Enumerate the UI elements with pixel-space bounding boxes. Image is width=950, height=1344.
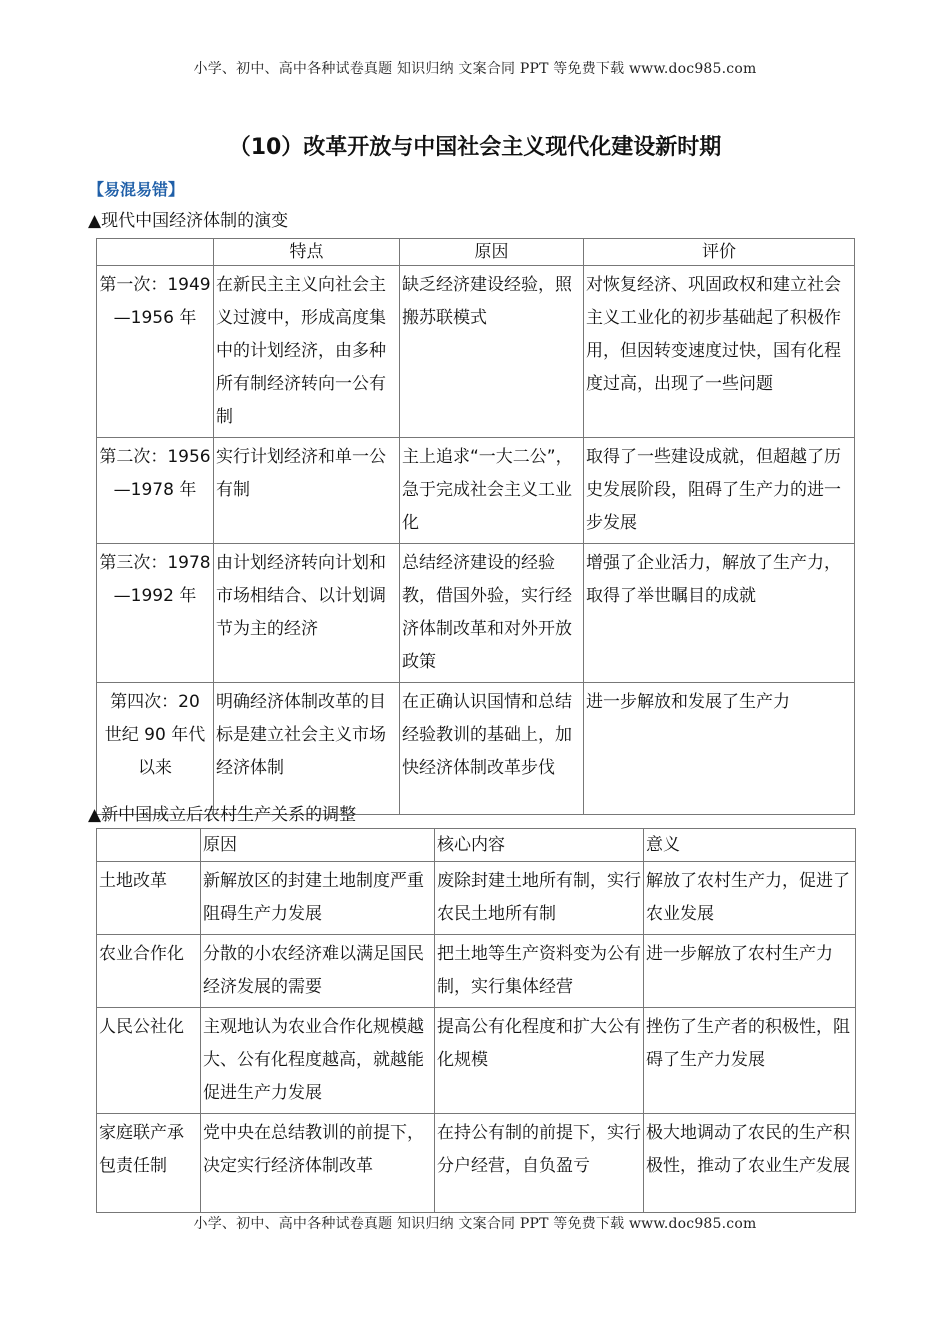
header-cell xyxy=(97,239,214,266)
reason-cell: 新解放区的封建土地制度严重阻碍生产力发展 xyxy=(201,862,435,935)
content-cell: 废除封建土地所有制，实行农民土地所有制 xyxy=(435,862,644,935)
evaluation-cell: 进一步解放和发展了生产力 xyxy=(584,683,855,815)
header-cell: 核心内容 xyxy=(435,829,644,862)
evaluation-cell: 增强了企业活力，解放了生产力，取得了举世瞩目的成就 xyxy=(584,544,855,683)
reason-cell: 在正确认识国情和总结经验教训的基础上，加快经济体制改革步伐 xyxy=(400,683,584,815)
reason-cell: 分散的小农经济难以满足国民经济发展的需要 xyxy=(201,935,435,1008)
header-cell: 评价 xyxy=(584,239,855,266)
period-cell: 第四次：20 世纪 90 年代以来 xyxy=(97,683,214,815)
name-cell: 农业合作化 xyxy=(97,935,201,1008)
section-tag: 【易混易错】 xyxy=(88,180,185,199)
period-cell: 第二次：1956—1978 年 xyxy=(97,438,214,544)
table-row xyxy=(97,438,855,544)
header-cell: 原因 xyxy=(201,829,435,862)
reason-cell: 主上追求“一大二公”，急于完成社会主义工业化 xyxy=(400,438,584,544)
period-cell: 第一次：1949—1956 年 xyxy=(97,266,214,438)
name-cell: 家庭联产承包责任制 xyxy=(97,1114,201,1213)
content-cell: 在持公有制的前提下，实行分户经营，自负盈亏 xyxy=(435,1114,644,1213)
table1-heading: ▲现代中国经济体制的演变 xyxy=(88,211,289,231)
table-row xyxy=(97,683,855,815)
meaning-cell: 解放了农村生产力，促进了农业发展 xyxy=(644,862,856,935)
table-header-row xyxy=(97,829,856,862)
reason-cell: 主观地认为农业合作化规模越大、公有化程度越高，就越能促进生产力发展 xyxy=(201,1008,435,1114)
header-cell: 意义 xyxy=(644,829,856,862)
table-row xyxy=(97,1008,856,1114)
content-cell: 提高公有化程度和扩大公有化规模 xyxy=(435,1008,644,1114)
economic-system-table xyxy=(96,238,855,815)
evaluation-cell: 对恢复经济、巩固政权和建立社会主义工业化的初步基础起了积极作用，但因转变速度过快，国有化程度过高，出现了一些问题 xyxy=(584,266,855,438)
feature-cell: 实行计划经济和单一公有制 xyxy=(214,438,400,544)
table-row xyxy=(97,544,855,683)
table2-heading: ▲新中国成立后农村生产关系的调整 xyxy=(88,805,357,825)
meaning-cell: 极大地调动了农民的生产积极性，推动了农业生产发展 xyxy=(644,1114,856,1213)
feature-cell: 由计划经济转向计划和市场相结合、以计划调节为主的经济 xyxy=(214,544,400,683)
header-banner: 小学、初中、高中各种试卷真题 知识归纳 文案合同 PPT 等免费下载 www.doc985.com xyxy=(193,61,757,77)
period-cell: 第三次：1978—1992 年 xyxy=(97,544,214,683)
feature-cell: 明确经济体制改革的目标是建立社会主义市场经济体制 xyxy=(214,683,400,815)
meaning-cell: 进一步解放了农村生产力 xyxy=(644,935,856,1008)
reason-cell: 缺乏经济建设经验，照搬苏联模式 xyxy=(400,266,584,438)
table-row xyxy=(97,935,856,1008)
header-cell: 原因 xyxy=(400,239,584,266)
page-title: （10）改革开放与中国社会主义现代化建设新时期 xyxy=(228,135,722,160)
footer-banner: 小学、初中、高中各种试卷真题 知识归纳 文案合同 PPT 等免费下载 www.doc985.com xyxy=(193,1216,757,1232)
header-cell xyxy=(97,829,201,862)
table-row xyxy=(97,862,856,935)
table-row xyxy=(97,1114,856,1213)
reason-cell: 总结经济建设的经验教，借国外验，实行经济体制改革和对外开放政策 xyxy=(400,544,584,683)
content-cell: 把土地等生产资料变为公有制，实行集体经营 xyxy=(435,935,644,1008)
header-cell: 特点 xyxy=(214,239,400,266)
table-row xyxy=(97,266,855,438)
table-header-row xyxy=(97,239,855,266)
name-cell: 人民公社化 xyxy=(97,1008,201,1114)
evaluation-cell: 取得了一些建设成就，但超越了历史发展阶段，阻碍了生产力的进一步发展 xyxy=(584,438,855,544)
reason-cell: 党中央在总结教训的前提下，决定实行经济体制改革 xyxy=(201,1114,435,1213)
rural-relations-table xyxy=(96,828,856,1213)
feature-cell: 在新民主主义向社会主义过渡中，形成高度集中的计划经济，由多种所有制经济转向一公有制 xyxy=(214,266,400,438)
name-cell: 土地改革 xyxy=(97,862,201,935)
meaning-cell: 挫伤了生产者的积极性，阻碍了生产力发展 xyxy=(644,1008,856,1114)
